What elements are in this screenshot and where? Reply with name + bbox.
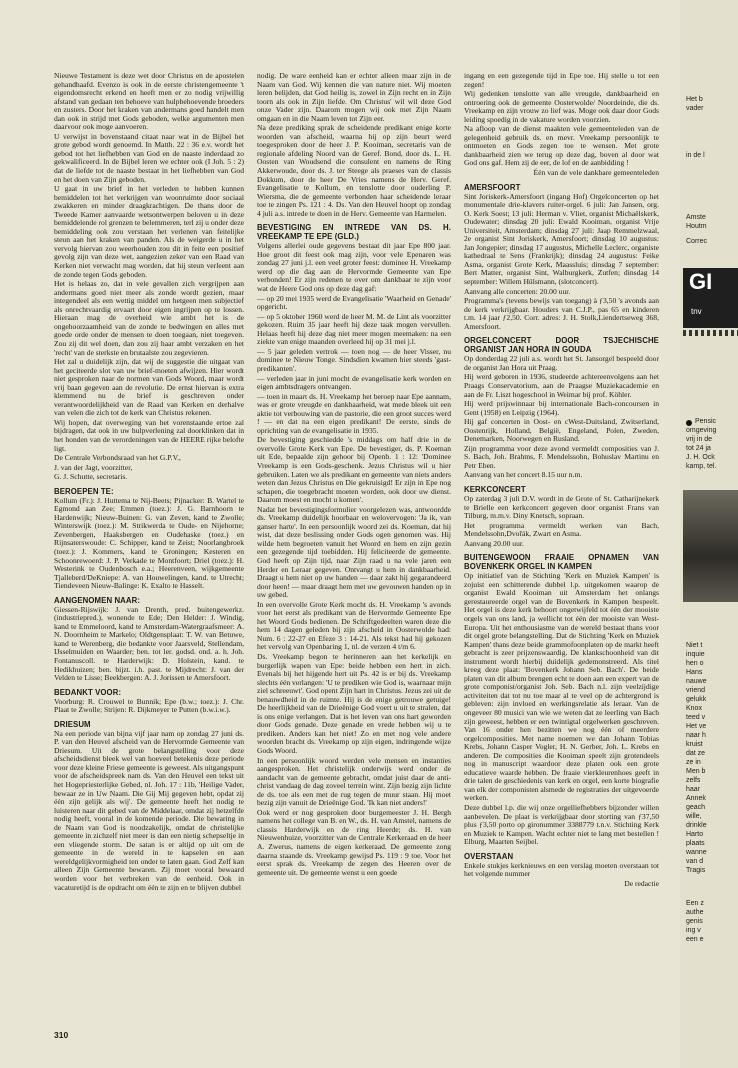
strip-text: Amste [686,214,706,221]
paragraph: Op donderdag 22 juli a.s. wordt het St. Jansorgel bespeeld door de organist Jan Hora uit Praag. [464,354,659,372]
paragraph: Enkele stukjes kerknieuws en een verslag moeten overstaan tot het volgende nummer [464,860,659,879]
strip-text: een e [686,936,704,943]
strip-text: Het b [686,96,703,103]
paragraph: Op initiatief van de Stichting 'Kerk en Muziek Kampen' is zojuist een schitterende dubbel l.p. uitgekomen waarop de organist Ewald Kooiman uit Amsterdam het onlangs gerestaureerde orgel van de Bovenkerk in Kampen bespeelt. Het orgel is deze kerk behoort ongetwijfeld tot één der mooiste orgels van ons land, ja wellicht tot één der mooiste van West-Europa. Uit het enthousiasme van de wereld bestaat thans voor dit orgel grote belangstelling. Dat de Stichting 'Kerk en Muziek Kampen' thans deze beide grammofoonplaten op de markt heeft gebracht is zeer prijzenswaardig. De klankschoonheid van dit instrument wordt hierbij duidelijk gedemonstreerd. Als titel kreeg deze plaat: 'Bovenkerk Johann Seb. Bach'. De beide platen van dit album brengen echt te doen aan een expert van de grote componist/organist Joh. Seb. Bach n.l. zijn veelzijdige activiteiten dat tot nu toe maar al te veel op de achtergrond is gebleven: zijn invloed en werkingsrelatie als leraar. Van de ongeveer 80 musici van wie we weten dat ze leerling van Bach zijn geweest, hebben er een twintigtal orgelwerken geschreven. Van 16 onder hen bezitten we nog één of meerdere orgelcomposities. Met name noemen we dan Johann Tobias Krebs, Johann Casper Vogler, H. N. Gerber, Joh. L. Krebs en anderen. De composities die Kooiman speelt zijn grotendeels nog in manuscript waardoor deze platen ook een grote educatieve waarde hebben. De fraaie vierkleurenhoes geeft in drie talen de geschiedenis van kerk en orgel, een korte biografie van elk der componisten alsmede de registraties der uitgevoerde werken. [464,571,659,803]
paragraph: Na een periode van bijna vijf jaar nam op zondag 27 juni ds. P. van den Heuvel afscheid van de Hervormde Gemeente van Driesum. Uit de grote belangstelling voor deze afscheidsdienst bleek wel van hoeveel betekenis deze periode voor deze kleine Friese gemeente is geweest. Als uitgangspunt voor de afscheidspreek nam ds. Van den Heuvel een tekst uit het Hogepriesterlijke Gebed, nl. Joh. 17 : 11b, 'Heilige Vader, bewaar ze in Uw Naam. Die Gij Mij gegeven hebt, opdat zij één zijn gelijk als wij'. De gemeente heeft het nodig te luisteren naar dit gebed van de Middelaar, omdat zij hetzelfde nodig heeft, vooral in de komende periode. Die bewaring in de Naam van God is noodzakelijk, omdat de christelijke gemeente in zichzelf niet meer is dan een nietig schepseltje in een vliegende storm. De satan is er altijd op uit om de gemeente in de wereld in te kapselen en aan wereldgelijkvormigheid ten onder te laten gaan. God Zelf kan alleen Zijn Gemeente bewaren. Zij moet vooral bewaard worden voor het verbreken van de eenheid. Ook in vacaturetijd is de opdracht om één te zijn en te blijven dubbel [54,728,244,892]
strip-text: geach [686,804,706,811]
strip-text: haar [686,786,701,793]
paragraph: Aanvang 20.00 uur. [464,538,524,548]
strip-text: ze in [686,759,701,766]
paragraph: Het zal u duidelijk zijn, dat wij de suggestie die uitgaat van het geciteerde slot van uw brief-moeten afwijzen. Hier wordt niet gesproken naar de normen van Gods Woord, maar wordt vrij baan gegeven aan de revolutie. De ernst hiervan is extra klemmend nu de brief is geschreven onder verantwoordelijkheid van de Raad van Kerken en derhalve van velen die zich tot de kerk van Christus rekenen. [54,357,244,418]
signature-chair: J. van der Jagt, voorzitter, [54,462,133,472]
paragraph: In een overvolle Grote Kerk mocht ds. H. Vreekamp 's avonds voor het eerst als predikant van de Hervormde Gemeente Epe het Woord Gods bedienen. De Schriftgedeelten waren deze die hem 14 dagen geleden bij zijn afscheid in Oosterwolde had: Num. 6 : 22-27 en Efeze 3 : 14-21. Als tekst had hij gekozen het vervolg van Openbaring 1, nl. de verzen 4 t/m 6. [257,599,451,652]
paragraph: Ook werd er nog gesproken door burgemeester J. H. Bergh namens het college van B. en W., ds. H. van Amstel, namens de classis Harderwijk en de ring Heerde; ds. H. van Nieuwenhuize, voorzitter van de Centrale Kerkeraad en de heer A. Zwerus, namens de eigen kerkeraad. De gemeente zong daarna staande ds. Vreekamp gewijsd Ps. 119 : 9 toe. Voor het eerst sprak ds. Vreekamp de zegen des Heeren over de gemeente uit. De gemeente wenst u een goede [257,807,451,877]
paragraph: Het is helaas zo, dat in vele gevallen zich vergrijpen aan andermans goed niet meer als zonde wordt gezien, maar integendeel als een wettig middel om hetgeen men subjectief als onrechtvaardig ervaart door eigen ingrijpen op te lossen. Hieraan mag de overheid wie ambt het is de ongehoorzaamheid van de zonde te bedwingen en alles met goede orde onder de mensen te doen toegaan, niet toegeven. Zou zij dit wel doen, dan zou zij haar ambt verzaken en het 'recht' van de sterkste en brutaalste zou zegevieren. [54,279,244,357]
heading-beroepen: BEROEPEN TE: [54,486,114,496]
strip-text: wille, [686,813,702,820]
heading-epe: BEVESTIGING EN INTREDE VAN DS. H. VREEKAMP TE EPE (GLD.) [257,223,451,242]
paragraph: Na afloop van de dienst maakten vele gemeenteleden van de gelegenheid gebruik ds. en mevr. Vreekamp persoonlijk te ontmoeten en Gods zegen toe te wensen. Met grote dankbaarheid zien we terug op deze dag, boven al door wat God ons gaf. Hem zij de eer, de lof en de aanbidding ! [464,124,659,168]
strip-text: Houtm [686,223,707,230]
heading-overstaan: OVERSTAAN [464,851,514,861]
paragraph: Hij werd prijswinnaar bij internationale Bach-concoursen in Gent (1958) en Leipzig (1964). [464,399,659,417]
strip-text: omgeving [686,427,717,434]
strip-text: van d [686,858,704,865]
column-left [54,72,244,992]
strip-text: authe [686,909,704,916]
paragraph: Nadat het bevestigingsformulier voorgelezen was, antwoordde ds. Vreekamp duidelijk hoorbaar en welovervogen: 'Ja ik, van ganser harte'. In een persoonlijk woord zei ds. Koeman, dat hij wist, dat deze beslissing onder Gods ogen genomen was. Hij wilde hem begroeten vanuit het Woord en hem en zijn gezin een gezegende tijd toebidden. Hij feliciteerde de gemeente. God heeft op Zijn tijd, naar Zijn raad u na vele jaren een Herder en Leraar gegeven. Ontvangt u hem in dankbaarheid. Draagt u hem niet op uw handen — daar zakt hij gegarandeerd door heen! — maar draagt hem met uw gevouwen handen op in uw gebed. [257,504,451,600]
strip-text: J. H. Ock [686,454,715,461]
heading-aangenomen: AANGENOMEN NAAR: [54,595,141,605]
paragraph: Aanvang van het concert 8.15 uur n.m. [464,470,583,480]
strip-text: Annek [686,795,706,802]
strip-text: dat ze [686,750,706,757]
strip-text: kamp, tel. [686,463,717,470]
paragraph: Programma's (tevens bewijs van toegang) à ƒ3,50 's avonds aan de kerk verkrijgbaar. Houders van C.J.P., pas 65 en kinderen t.m. 14 jaar ƒ2,50. Corr. adres: J. H. Stolk,Liendertseweg 368, Amersfoort. [464,296,659,331]
strip-text: nauwe [686,678,707,685]
paragraph: — toen in maart ds. H. Vreekamp het beroep naar Epe aannam, was er grote vreugde en dankbaarheid, wat mede bleek uit een aktie tot verbouwing van de pastorie, die een groot succes werd ! — en dat na een eigen predikant! De eerste, sinds de oprichting van de evangelisatie in 1935. [257,391,451,435]
heading-driesum: DRIESUM [54,719,91,729]
adjacent-page-strip [680,0,738,1068]
paragraph: Volgens allerlei oude gegevens bestaat dit jaar Epe 800 jaar. Hoe groot dit feest ook mag zijn, voor vele Epenaren was zondag 27 juni j.l. een veel groter feest: dominee H. Vreekamp werd op die dag aan de Hervormde Gemeente van Epe verbonden! Er zijn redenen te over om dankbaar te zijn voor wat de Heere God ons op deze dag gaf: [257,241,451,294]
strip-text: wanne [686,849,707,856]
strip-text: teed v [686,714,706,721]
heading-orgelconcert: ORGELCONCERT DOOR TSJECHISCHE ORGANIST JAN HORA IN GOUDA [464,336,659,355]
paragraph: Giessen-Rijswijk: J. van Drenth, pred. buitengewerkz. (industriepred.), wonende te Ede; Den Helder: J. Windig, kand te Emmeloord, kand te Amsterdam-Watergraafsmeer: A. N. Doornheim te Markelo; Oldtgensplaat: T. W. van Betuwe, kand te Werenberg, die bedankte voor Jaarsveld, Stellendam, IJsselmuiden en Waarder; ben. tot ler. godsd. ond. a. h. Joh. Fontanuscoll. te Harderwijk: D. Holstein, kand. te Hedikhuizen; ben. bijzt. i.h. past. te Mijdrecht: J. van der Velden te Lisse; Beekbergen: A. J. Jorissen te Amersfoort. [54,604,244,683]
column-right [464,72,659,1022]
paragraph: Na deze prediking sprak de scheidende predikant enige korte woorden van afscheid, waarna hij op zijn beurt werd toegesproken door de heer J. P. Kooiman, secretaris van de regionale afdeling Noord van de Geref. Bond, door ds. L. H. Oosten van Woudsend die consulent en namens de Ring Akkerwoude, door ds. J. ter Steege als praeses van de classis Dokkum, door de heer De Vries namens de Herv. Geref. Evangelisatie te Kollum, en tenslotte door ouderling P. Wiersma, die de gemeente verbonden haar scheidende leraar toe te zingen Ps. 121 : 4. Ds. Van den Heuvel hoopt op zondag 4 juli a.s. intrede te doen in de Herv. Gemeente van Harmelen. [257,123,451,218]
strip-text: Correc [686,238,708,245]
column-middle [257,72,451,1022]
page-number: 310 [54,1030,69,1040]
strip-text: Hans [686,669,703,676]
paragraph: Hij gaf concerten in Oost- en cWest-Duitsland, Zwitserland, Oostenrijk, Holland, België, Engeland, Polen, Zweden, Denemarken, Noorwegen en Rusland. [464,417,659,444]
strip-text: hen o [686,660,704,667]
strip-text: Tragis [686,867,706,874]
ad-title: GI [689,269,713,294]
strip-text: zelfs [686,777,701,784]
paragraph: Sint Joriskerk-Amersfoort (ingang Hof) Orgelconcerten op het monumentale drie-klavers ruiter-orgel. 6 juli: Jan Jansen, org. O. Kerk Soest; 13 juli: Herman v. Vliet, organist Michaëlskerk, Oudewater; dinsdag 20 juli: Ewald Kooiman, organist Vrije Universiteit, Amsterdam; dinsdag 27 juli: Jaap Remmelzwaal, 2e organist Sint Joriskerk, Amersfoort; dinsdag 10 augustus: Jan Jongepier; dinsdag 17 augustus, Michelle Leclerc, organiste kathedraal te Sens (Frankrijk); dinsdag 24 augustus: Feike Asma, organist Grote Kerk, Maassluis; dinsdag 7 september: Bert Matter, organist Sint, Walburgkerk, Zutfen; dinsdag 14 september: Willem Hülsmann, (slotconcert). [464,191,659,287]
paragraph: De Centrale Verbondsraad van het G.P.V., [54,453,181,463]
ad-subtitle: tnv [691,307,702,316]
paragraph: Voorburg: R. Crouwel te Bunnik; Epe (b.w.; toez.): J. Chr. Plaat te Zwolle; Strijen: R. Dijkmeyer te Putten (b.w.i.w.). [54,696,244,715]
paragraph: — op 20 mei 1935 werd de Evangelisatie 'Waarheid en Genade' opgericht. [257,293,451,312]
paragraph: Op zaterdag 3 juli D.V. wordt in de Grote of St. Catharijnekerk te Brielle een kerkconcert gegeven door organist Frans van Tilburg, m.m.v. Diny Knetsch, sopraan. [464,493,659,521]
paragraph: De bevestiging geschiedde 's middags om half drie in de overvolle Grote Kerk van Epe. De bevestiger, ds. P. Koeman uit Ede, bepaalde zijn gehoor bij Openb. 1 : 12: 'Dominee Vreekamp is een Gods-geschenk. Jezus Christus wil u hier gebruiken. Laten we als predikant en gemeente van niets anders weten dan Jezus Christus en Die gekruisigd! Er zijn in Epe nog schapen, die toegebracht moeten worden, ook door uw dienst. Daarom moest en mocht u komen'. [257,435,451,505]
strip-text: drinkle [686,822,707,829]
strip-text: vader [686,105,704,112]
paragraph: Deze dubbel l.p. die wij onze orgelliefhebbers bijzonder willen aanbevelen. De plaat is verkrijgbaar door storting van ƒ37,50 plus ƒ3,50 porto op gironummer 3388779 t.n.v. Stichting Kerk en Muziek te Kampen. Wacht echter niet te lang met bestellen ! Elburg, Maarten Seijbel. [464,803,659,847]
signoff-redactie: De redactie [624,878,659,888]
paragraph: U verwijst in bovenstaand citaat naar wat in de Bijbel het grote gebod wordt genoemd. In Matth. 22 : 36 e.v. wordt het gebod tot het liefhebben van God en de naaste inderdaad zo gekwalificeerd. In de Bijbel leren we echter ook (I Joh. 5 : 2) dat de liefde tot de naaste bestaat in het liefhebben van God en het doen van Zijn geboden. [54,131,244,184]
paragraph: — verleden jaar in juni mocht de evangelisatie kerk worden en eigen ambtsdragers ontvangen. [257,373,451,392]
paragraph: Wij hopen, dat overweging van het vorenstaande ertoe zal bijdragen, dat ook in uw hulpverlening zal doorklinken dat in het honden van de verordeningen van de HEERE rijke belofte ligt. [54,417,244,453]
strip-text: vrij in de [686,436,713,443]
paragraph: Het programma vermeldt werken van Bach, Mendelssohn,Dvořák, Zwart en Asma. [464,520,659,539]
dotted-divider [683,330,738,336]
strip-text: Niet t [686,642,703,649]
strip-text: Knox [686,705,702,712]
strip-text: ing v [686,927,701,934]
strip-text: inquie [686,651,705,658]
bullet-icon [686,420,692,426]
paragraph: Nieuwe Testament is deze wet door Christus en de apostelen gehandhaafd. Evenzo is ook in de eerste christengemeente 't eigendomsrecht erkend en heeft men er zo nodig vrijwillig afstand van gedaan ten behoeve van hulpbehoevende broeders en zusters. Door het kraken van andermans goed handelt men dan ook in strijd met Gods geboden, welke argumenten men daarvoor ook moge aanvoeren. [54,72,244,132]
strip-text: Het ve [686,723,707,730]
advertisement-block [683,268,738,328]
paragraph: Aanvang alle concerten: 20.00 uur. [464,286,571,296]
heading-amersfoort: AMERSFOORT [464,182,521,192]
photo-fragment [683,490,738,602]
paragraph: — op 5 oktober 1960 werd de heer M. M. de Lint als voorzitter gekozen. Ruim 35 jaar heeft hij deze taak mogen vervullen. Helaas heeft hij deze dag niet meer mogen meemaken: na een ziekte van enige maanden overleed hij op 31 mei j.l. [257,311,451,347]
strip-text: in de l [686,152,705,159]
paragraph: U gaat in uw brief in het verleden te hebben kunnen bemiddelen tot het verkrijgen van woonruimte door sociaal zwakkeren en minder draagkrachtigen. De thans door de Tweede Kamer aanvaarde wetsontwerpen beloven u in deze bemiddelende rol grenzen te belemmeren, terl zij u onder deze bemiddeling ook zou verstaan het verlenen van feitelijke steun aan het kraken van panden. Als de weigerde u in het vervolg hiervan zou weerhouden zou dit in feite een positief gevolg zijn van deze wet, aangezien zeker van een Raad van Kerken niet verwacht mag worden, dat hij steun verleent aan de zonde tegen Gods geboden. [54,184,244,279]
paragraph: Zijn programma voor deze avond vermeldt composities van J. S. Bach, Joh. Brahms, F. Mendelssohn, Bohuslav Martinu en Petr Eben. [464,443,659,470]
signoff: Één van de vele dankbare gemeenteleden [533,168,659,178]
strip-text: Harto [686,831,704,838]
strip-text: naar h [686,732,706,739]
heading-bovenkerk: BUITENGEWOON FRAAIE OPNAMEN VAN BOVENKERK ORGEL IN KAMPEN [464,553,659,572]
paragraph: Hij werd geboren in 1936, studeerde achtereenvolgens aan het Praags Conservatorium, aan de Praagse Muziekacademie en aan de Fr. Liszt hogeschool in Weimar bij prof. Köhler. [464,372,659,399]
strip-text: plaats [686,840,705,847]
strip-text: kruist [686,741,703,748]
paragraph: ingang en een gezegende tijd in Epe toe. Hij stelle u tot een zegen! [464,72,659,89]
strip-text: tot 24 ja [686,445,711,452]
strip-text: genis [686,918,703,925]
signature-secretary: G. J. Schutte, secretaris. [54,472,128,482]
paragraph: nodig. De ware eenheid kan er echter alleen maar zijn in de Naam van God. Wij kennen die van nature niet. Wij moeten leren belijden, dat God heilig is, zowel in Zijn recht en in Zijn toorn als ook in Zijn liefde. Om Christus' wil wil deze God onze Vader zijn. Daarom mogen wij ook met Zijn Naam omgaan en in die Naam leven tot Zijn eer. [257,72,451,123]
strip-text: Pensic [695,418,717,425]
paragraph: — 5 jaar geleden vertrok — toen nog — de heer Visser, nu dominee te Nieuw Tonge. Sindsdien kwamen hier steeds 'gast-predikanten'. [257,346,451,373]
heading-bedankt: BEDANKT VOOR: [54,687,122,697]
heading-kerkconcert: KERKCONCERT [464,484,526,494]
strip-text: vriend [686,687,706,694]
paragraph: Wij gedenken tenslotte van alle vreugde, dankbaarheid en ontroering ook de gemeente Oosterwolde/ Noordeinde, die ds. Vreekamp en zijn vrouw zo lief was. Moge ook daar door Gods leiding spoedig in de vakature worden voorzien. [464,89,659,124]
paragraph: Ds. Vreekamp begon te herinneren aan het kerkelijk en burgerlijk wapen van Epe: beide hebben een hert in zich. Evenals bij het hijgende hert uit Ps. 42 is er bij ds. Vreekamp slechts één verlangen: 'U te prediken wie God is, waarnaar mijn ziel schreeuwt'. God opent Zijn hart in Christus. Jezus zei uit de benauwdheid in de ruimte. Hij is de enige getrouwe getuige! De heerlijkheid van de Drieënige God voert u uit te stralen, dat is ons enige verlangen. Dat is het leven van ons hart geworden door Gods genade. Deze genade en vrede hebben wij u te prediken. Anders kan het niet! Zo en met nog vele andere woorden bracht ds. Vreekamp op zijn eigen, indringende wijze Gods Woord. [257,652,451,756]
strip-text: Een z [686,900,704,907]
strip-text: Men b [686,768,706,775]
strip-text: gelukk [686,696,707,703]
paragraph: In een persoonlijk woord werden vele mensen en instanties aangesproken. Het christelijk onderwijs werd onder de aandacht van de gemeente gebracht, omdat juist daar de anti-christ vandaag de dag zoveel terrein wint. Zijn bezig zijn lichte de ds. toe als een met de rug tegen de muur staan. Hij moet bezig zijn vanuit de Drieënige God. 'Ik kan niet anders!' [257,755,451,808]
paragraph: Kollum (Fr.): J. Huttema te Nij-Beets; Pijnacker: B. Wartel te Egmond aan Zee; Emmen (toez.): J. G. Barnhoorn te Hardenwijk; Nieuw-Buinen: G. van Zeven, kand te Zwolle; Winterswijk (toez.): M. Strikwerda te Oude- en Nijehorne; Zevenbergen, Haaksbergen en Oudehaske (toez.) en Rijnsaterswoude: C. Schipper, kand te Zeist; Noorlangbroek (toez.): J. Kommers, kand te Groningen; Kesteren en Schoonrewoerd: J. P. Verkade te Montfoort; Driel (toez.): H. Westerink te Oudenbosch e.a.; Heerenveen, wijkgemeente Tjalleberd/DeKniepe: A. van Houwelingen, kand. te Utrecht; Tiendeveen Nieuw-Balinge: K. Exalto te Hasselt. [54,495,244,591]
